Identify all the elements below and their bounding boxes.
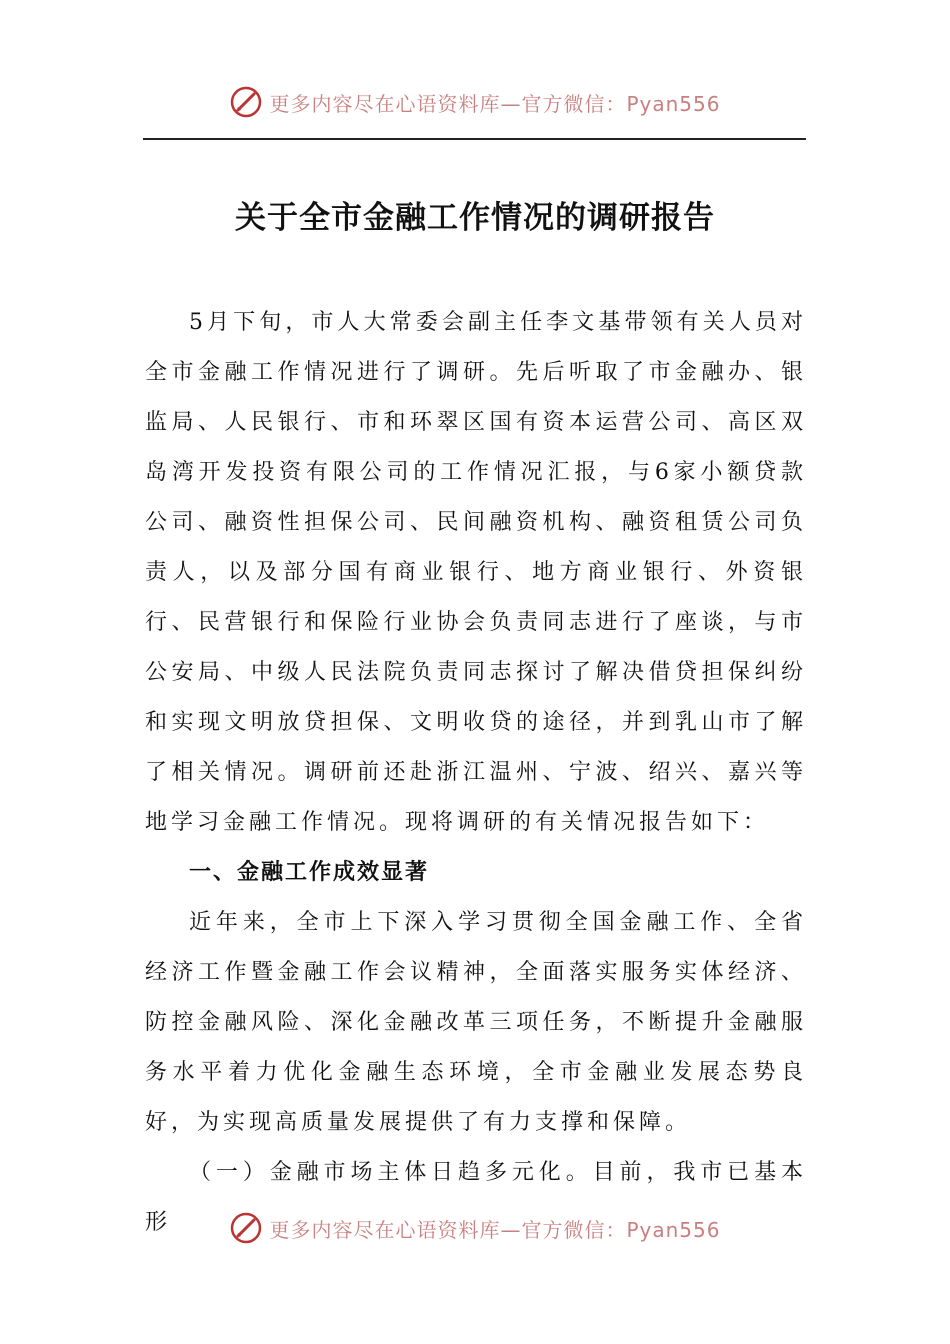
document-body [145,298,807,1248]
pen-logo-icon [229,1211,263,1245]
watermark-text: 更多内容尽在心语资料库—官方微信：Pyan556 [269,1217,721,1242]
pen-logo-icon [229,85,263,119]
watermark-banner-top [0,82,950,122]
section-heading-1: 一、金融工作成效显著 [189,860,430,885]
header-rule [143,138,806,140]
paragraph-overview: 近年来，全市上下深入学习贯彻全国金融工作、全省经济工作暨金融工作会议精神，全面落实服务实体经济、防控金融风险、深化金融改革三项任务，不断提升金融服务水平着力优化金融生态环境，全市金融业发展态势良好，为实现高质量发展提供了有力支撑和保障。 [145,910,807,1135]
paragraph-subsection-1: （一）金融市场主体日趋多元化。目前，我市已基本形 [145,1160,807,1235]
document-title: 关于全市金融工作情况的调研报告 [235,200,715,236]
watermark-text: 更多内容尽在心语资料库—官方微信：Pyan556 [269,91,721,116]
watermark-banner-bottom [0,1208,950,1248]
paragraph-intro: 5月下旬，市人大常委会副主任李文基带领有关人员对全市金融工作情况进行了调研。先后听取了市金融办、银监局、人民银行、市和环翠区国有资本运营公司、高区双岛湾开发投资有限公司的工作情况汇报，与6家小额贷款公司、融资性担保公司、民间融资机构、融资租赁公司负责人，以及部分国有商业银行、地方商业银行、外资银行、民营银行和保险行业协会负责同志进行了座谈，与市公安局、中级人民法院负责同志探讨了解决借贷担保纠纷和实现文明放贷担保、文明收贷的途径，并到乳山市了解了相关情况。调研前还赴浙江温州、宁波、绍兴、嘉兴等地学习金融工作情况。现将调研的有关情况报告如下： [145,310,807,835]
